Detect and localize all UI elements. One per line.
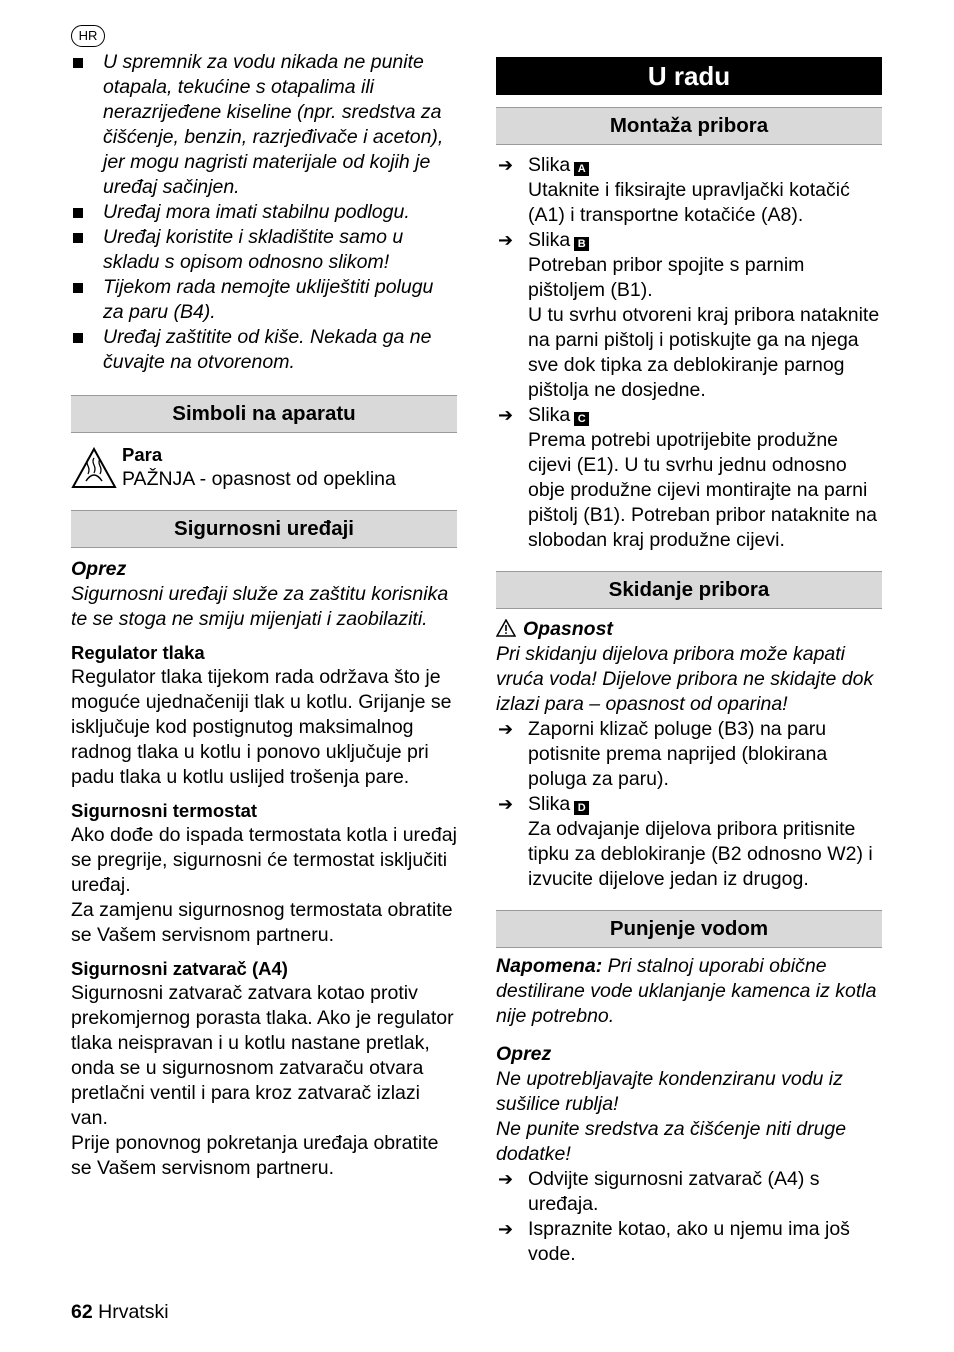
- figure-b-icon: B: [574, 237, 589, 251]
- list-item: Tijekom rada nemojte ukliještiti polugu za paru (B4).: [71, 275, 457, 325]
- bullet-square-icon: [73, 58, 83, 68]
- list-item: ➔ Zaporni klizač poluge (B3) na paru potisnite prema naprijed (blokirana poluga za paru).: [498, 718, 828, 790]
- section-heading-symbols: Simboli na aparatu: [71, 395, 457, 433]
- caution-label: Oprez: [71, 558, 127, 580]
- danger-text: Pri skidanju dijelova pribora može kapati vruća voda! Dijelove pribora ne skidajte dok izlazi para – opasnost od oparina!: [496, 643, 874, 715]
- safety-bullet-list: [71, 50, 457, 375]
- caution-label: Oprez: [496, 1043, 552, 1065]
- list-item: Uređaj koristite i skladištite samo u skladu s opisom odnosno slikom!: [71, 225, 457, 275]
- danger-label-row: [496, 617, 882, 642]
- danger-warning-icon: [496, 619, 516, 637]
- page-title: U radu: [496, 57, 882, 95]
- section-heading-mounting: Montaža pribora: [496, 107, 882, 145]
- arrow-right-icon: ➔: [498, 1169, 514, 1189]
- safety-cap-heading: Sigurnosni zatvarač (A4): [71, 958, 288, 979]
- list-item: ➔ Slika B Potreban pribor spojite s parnim pištoljem (B1). U tu svrhu otvoreni kraj pribora nataknite na parni pištolj i potiskujte ga na njega sve dok tipka za deblokiranje parnog pištolja ne dosjedne.: [498, 229, 880, 401]
- caution-text-2: Ne punite sredstva za čišćenje niti druge dodatke!: [496, 1118, 847, 1165]
- arrow-right-icon: ➔: [498, 1219, 514, 1239]
- safety-thermostat-heading: Sigurnosni termostat: [71, 800, 258, 821]
- section-heading-safety-devices: Sigurnosni uređaji: [71, 510, 457, 548]
- caution-text: Sigurnosni uređaji služe za zaštitu korisnika te se stoga ne smiju mijenjati i zaobilaziti.: [71, 583, 449, 630]
- list-item: ➔ Ispraznite kotao, ako u njemu ima još vode.: [498, 1218, 850, 1265]
- left-column: [71, 50, 457, 1181]
- symbol-description: PAŽNJA - opasnost od opeklina: [122, 468, 396, 490]
- caution-text: Ne upotrebljavajte kondenziranu vodu iz sušilice rublja!: [496, 1068, 843, 1115]
- list-item: U spremnik za vodu nikada ne punite otapala, tekućine s otapalima ili nerazrijeđene kiseline (npr. sredstva za čišćenje, benzin, razrjeđivače i aceton), jer mogu nagristi materijale od kojih je uređaj sačinjen.: [71, 50, 457, 200]
- arrow-right-icon: ➔: [498, 230, 514, 250]
- arrow-right-icon: ➔: [498, 405, 514, 425]
- page-footer: [71, 1300, 169, 1325]
- bullet-square-icon: [73, 233, 83, 243]
- pressure-regulator-heading: Regulator tlaka: [71, 642, 205, 663]
- figure-c-icon: C: [574, 412, 589, 426]
- safety-cap-text: Sigurnosni zatvarač zatvara kotao protiv prekomjernog porasta tlaka. Ako je regulator tlaka neispravan i u kotlu nastane pretlak, onda se u sigurnosnom zatvaraču otvara pretlačni ventil i para kroz zatvarač izlazi van.: [71, 982, 454, 1129]
- safety-cap-text-2: Prije ponovnog pokretanja uređaja obratite se Vašem servisnom partneru.: [71, 1132, 439, 1179]
- mounting-steps: [496, 153, 882, 553]
- bullet-square-icon: [73, 283, 83, 293]
- hot-steam-warning-icon: [71, 447, 117, 489]
- safety-thermostat-text: Ako dođe do ispada termostata kotla i uređaj se pregrije, sigurnosni će termostat isključiti uređaj.: [71, 824, 457, 896]
- filling-steps: [496, 1167, 882, 1267]
- arrow-right-icon: ➔: [498, 155, 514, 175]
- note-text: Pri stalnoj uporabi obične destilirane vode uklanjanje kamenca iz kotla nije potrebno.: [496, 955, 877, 1027]
- pressure-regulator-text: Regulator tlaka tijekom rada održava što je moguće ujednačeniji tlak u kotlu. Grijanje se isključuje kod postignutog maksimalnog radnog tlaka u kotlu i ponovo uključuje pri padu tlaka u kotlu uslijed trošenja pare.: [71, 666, 452, 788]
- list-item: ➔ Slika D Za odvajanje dijelova pribora pritisnite tipku za deblokiranje (B2 odnosno W2) i izvucite dijelove jedan iz drugog.: [498, 793, 873, 890]
- list-item: ➔ Slika A Utaknite i fiksirajte upravljački kotačić (A1) i transportne kotačiće (A8).: [498, 154, 850, 226]
- bullet-square-icon: [73, 208, 83, 218]
- figure-a-icon: A: [574, 162, 589, 176]
- removing-steps: [496, 717, 882, 892]
- page-number: 62: [71, 1301, 93, 1323]
- list-item: ➔ Slika C Prema potrebi upotrijebite produžne cijevi (E1). U tu svrhu jednu odnosno obje produžne cijevi montirajte na parni pištolj (B1). Potreban pribor nataknite na slobodan kraj produžne cijevi.: [498, 404, 878, 551]
- bullet-square-icon: [73, 333, 83, 343]
- arrow-right-icon: ➔: [498, 794, 514, 814]
- list-item: Uređaj mora imati stabilnu podlogu.: [71, 200, 457, 225]
- figure-d-icon: D: [574, 801, 589, 815]
- symbol-title: Para: [122, 444, 163, 465]
- safety-thermostat-text-2: Za zamjenu sigurnosnog termostata obratite se Vašem servisnom partneru.: [71, 899, 453, 946]
- language-label: Hrvatski: [98, 1301, 169, 1323]
- list-item: Uređaj zaštitite od kiše. Nekada ga ne čuvajte na otvorenom.: [71, 325, 457, 375]
- section-heading-removing: Skidanje pribora: [496, 571, 882, 609]
- arrow-right-icon: ➔: [498, 719, 514, 739]
- right-column: [496, 57, 882, 1267]
- list-item: ➔ Odvijte sigurnosni zatvarač (A4) s uređaja.: [498, 1168, 820, 1215]
- note-paragraph: [496, 954, 882, 1029]
- danger-label: Opasnost: [523, 618, 613, 640]
- language-badge: HR: [71, 25, 105, 47]
- steam-warning-symbol: [71, 443, 457, 492]
- note-label: Napomena:: [496, 955, 603, 977]
- section-heading-filling: Punjenje vodom: [496, 910, 882, 948]
